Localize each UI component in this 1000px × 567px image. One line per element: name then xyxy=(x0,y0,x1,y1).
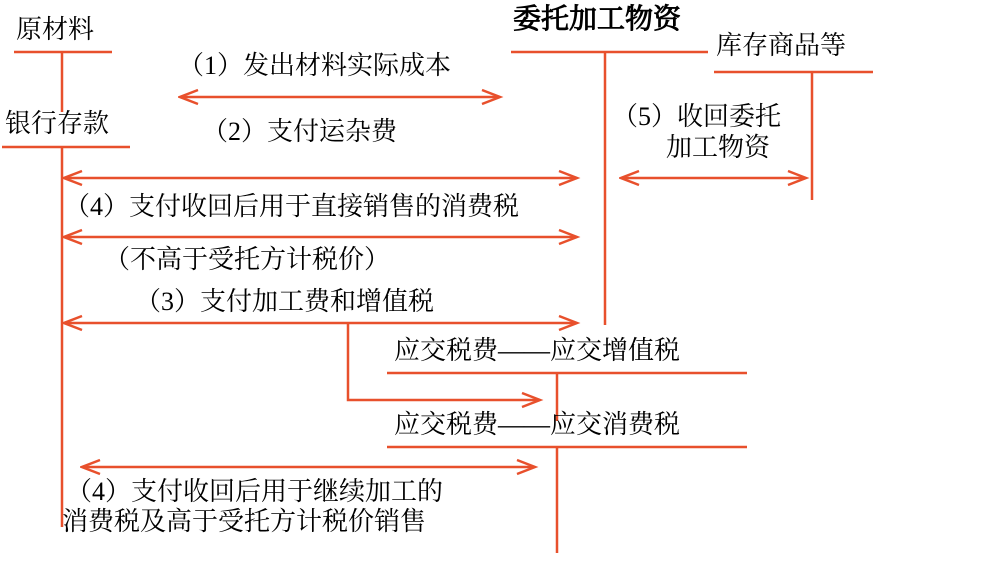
flow3-label: （3）支付加工费和增值税 xyxy=(135,287,435,316)
inventory-goods-account-label: 库存商品等 xyxy=(716,31,847,60)
flow4-continue-label-line1: （4）支付收回后用于继续加工的 xyxy=(66,477,444,506)
flow4-direct-sale-note: （不高于受托方计税价） xyxy=(104,245,391,274)
consigned-processing-materials-account-label: 委托加工物资 xyxy=(513,4,682,35)
flow5-label-line1: （5）收回委托 xyxy=(612,102,782,131)
bank-deposits-account-label: 银行存款 xyxy=(5,109,110,138)
tax-payable-vat-account-label: 应交税费——应交增值税 xyxy=(394,336,681,365)
tax-payable-consumption-account-label: 应交税费——应交消费税 xyxy=(394,410,681,439)
raw-materials-account-label: 原材料 xyxy=(16,15,95,44)
flow2-label: （2）支付运杂费 xyxy=(202,117,398,146)
flow1-label: （1）发出材料实际成本 xyxy=(178,51,452,80)
flow4-continue-label-line2: 消费税及高于受托方计税价销售 xyxy=(62,507,427,536)
flow5-label-line2: 加工物资 xyxy=(666,133,771,162)
flow4-direct-sale-label: （4）支付收回后用于直接销售的消费税 xyxy=(64,192,520,221)
